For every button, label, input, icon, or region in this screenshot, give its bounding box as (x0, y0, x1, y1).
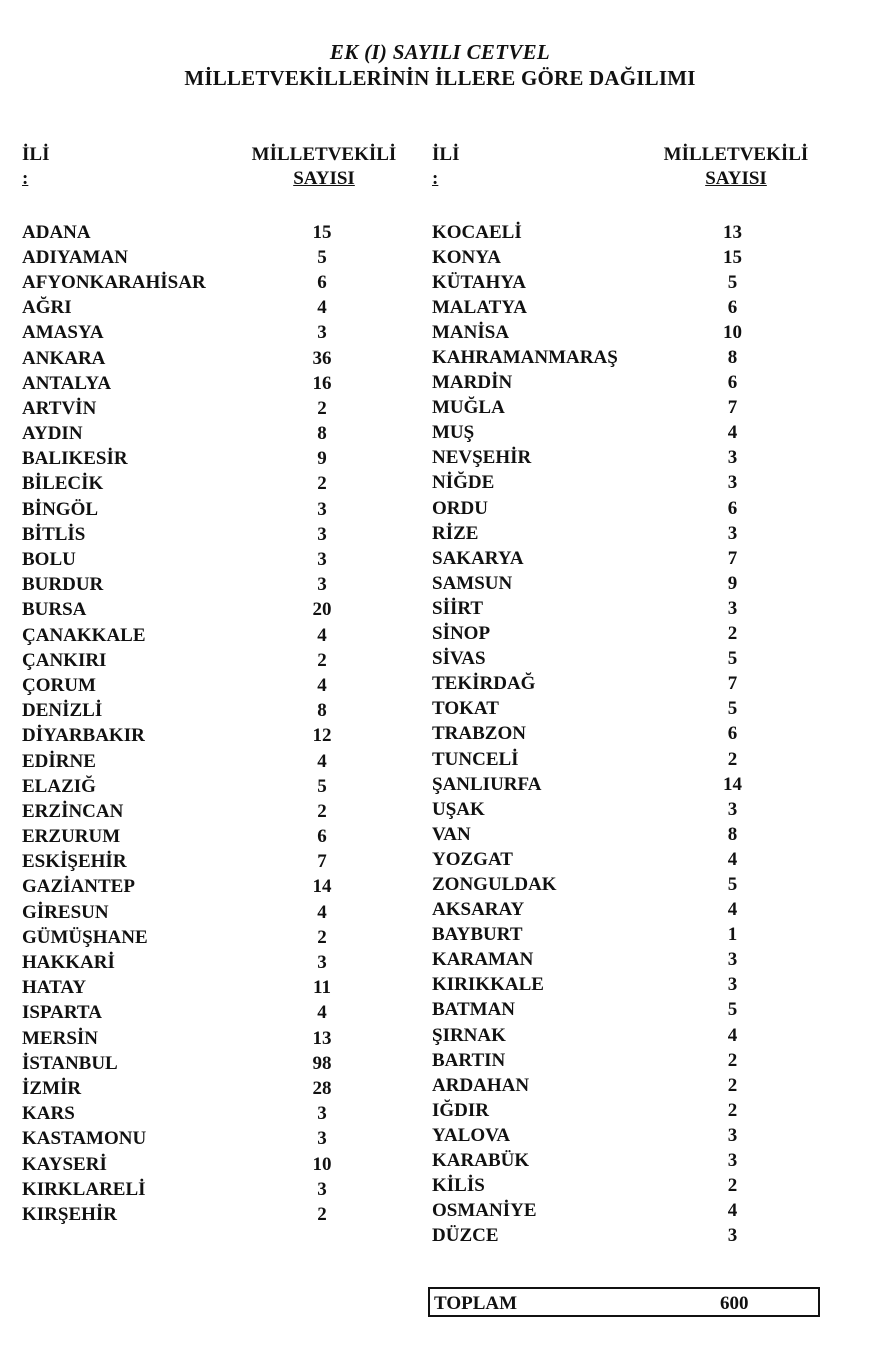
province-row (22, 976, 342, 1001)
province-row (432, 797, 752, 822)
deputy-count: 3 (727, 472, 738, 494)
deputy-count: 3 (727, 974, 738, 996)
deputy-count: 9 (727, 572, 738, 594)
province-row (432, 496, 752, 521)
count-header-line1: MİLLETVEKİLİ (663, 144, 809, 165)
province-name: KIRIKKALE (432, 974, 544, 996)
deputy-count: 4 (727, 848, 738, 870)
deputy-count: 4 (317, 750, 327, 772)
province-name: ISPARTA (22, 1002, 102, 1024)
province-name: BOLU (22, 549, 76, 571)
province-row (22, 699, 342, 724)
province-row (22, 270, 342, 295)
province-row (432, 1174, 752, 1199)
province-row (22, 396, 342, 421)
deputy-count: 6 (317, 271, 327, 293)
deputy-count: 2 (317, 800, 327, 822)
province-row (22, 547, 342, 572)
province-row (432, 772, 752, 797)
deputy-count: 7 (727, 673, 738, 695)
deputy-count: 3 (727, 1124, 738, 1146)
province-row (432, 847, 752, 872)
deputy-count: 2 (727, 1175, 738, 1197)
province-name: İSTANBUL (22, 1052, 118, 1074)
deputy-count: 6 (727, 497, 738, 519)
deputy-count: 15 (722, 246, 742, 268)
deputy-count: 5 (317, 246, 327, 268)
province-name: MANİSA (432, 321, 510, 343)
deputy-count: 4 (317, 901, 327, 923)
province-name: DİYARBAKIR (22, 725, 145, 747)
province-name: MUŞ (432, 422, 475, 444)
province-name: BATMAN (432, 999, 516, 1021)
deputy-count: 3 (317, 1178, 327, 1200)
province-name: KASTAMONU (22, 1128, 147, 1150)
province-name: ANKARA (22, 347, 106, 369)
province-row (22, 900, 342, 925)
deputy-count: 2 (727, 623, 738, 645)
count-header-line2: SAYISI (293, 168, 355, 189)
province-name: ANTALYA (22, 372, 112, 394)
province-row (22, 724, 342, 749)
province-name: MALATYA (432, 296, 528, 318)
province-row (432, 998, 752, 1023)
deputy-count: 3 (317, 523, 327, 545)
deputy-count: 8 (727, 347, 738, 369)
province-row (22, 245, 342, 270)
province-name: TRABZON (432, 723, 526, 745)
deputy-count: 3 (317, 1103, 327, 1125)
deputy-count: 98 (312, 1052, 332, 1074)
province-name: YOZGAT (432, 848, 513, 870)
province-row (22, 371, 342, 396)
province-row (432, 546, 752, 571)
province-name: KARABÜK (432, 1150, 530, 1172)
province-row (432, 596, 752, 621)
province-name: HAKKARİ (22, 952, 115, 974)
province-name: DÜZCE (432, 1225, 499, 1247)
province-row (432, 220, 752, 245)
deputy-count: 1 (727, 924, 738, 946)
province-list-left (22, 220, 342, 1228)
deputy-count: 5 (727, 999, 738, 1021)
province-row (22, 623, 342, 648)
province-name: RİZE (432, 522, 479, 544)
province-name: DENİZLİ (22, 700, 103, 722)
province-row (22, 1001, 342, 1026)
province-row (22, 1127, 342, 1152)
deputy-count: 7 (727, 397, 738, 419)
province-name: IĞDIR (432, 1099, 490, 1121)
document-title: EK (I) SAYILI CETVEL (329, 40, 551, 64)
deputy-count: 5 (727, 873, 738, 895)
province-row (432, 948, 752, 973)
province-row (22, 522, 342, 547)
province-name: BURDUR (22, 574, 104, 596)
province-name: ESKİŞEHİR (22, 851, 127, 873)
deputy-count: 28 (312, 1077, 332, 1099)
province-header-left (22, 144, 49, 190)
province-header-colon: : (432, 168, 439, 189)
deputy-count: 13 (312, 1027, 332, 1049)
deputy-count: 5 (727, 648, 738, 670)
province-name: HATAY (22, 977, 87, 999)
deputy-count: 4 (317, 1002, 327, 1024)
province-row (432, 697, 752, 722)
province-row (432, 1023, 752, 1048)
province-row (22, 296, 342, 321)
province-name: NEVŞEHİR (432, 447, 532, 469)
deputy-count: 2 (727, 1099, 738, 1121)
province-name: ÇANKIRI (22, 649, 107, 671)
deputy-count: 2 (727, 748, 738, 770)
deputy-count: 3 (317, 952, 327, 974)
document-subtitle: MİLLETVEKİLLERİNİN İLLERE GÖRE DAĞILIMI (184, 66, 696, 90)
deputy-count: 36 (312, 347, 332, 369)
deputy-count: 16 (312, 372, 332, 394)
province-name: BURSA (22, 599, 87, 621)
deputy-count: 7 (727, 547, 738, 569)
province-row (22, 321, 342, 346)
deputy-count: 6 (727, 372, 738, 394)
province-name: SAKARYA (432, 547, 524, 569)
count-header-left (244, 144, 404, 190)
province-row (432, 923, 752, 948)
province-row (432, 872, 752, 897)
province-name: KARAMAN (432, 949, 534, 971)
deputy-count: 11 (313, 977, 331, 999)
deputy-count: 4 (317, 297, 327, 319)
province-name: YALOVA (432, 1124, 511, 1146)
province-row (432, 1073, 752, 1098)
province-name: ŞANLIURFA (432, 773, 542, 795)
province-name: MERSİN (22, 1027, 99, 1049)
province-name: EDİRNE (22, 750, 96, 772)
province-name: VAN (432, 823, 471, 845)
deputy-count: 3 (727, 798, 738, 820)
province-name: SAMSUN (432, 572, 513, 594)
province-row (22, 925, 342, 950)
province-name: KİLİS (432, 1175, 485, 1197)
deputy-count: 2 (317, 397, 327, 419)
province-row (432, 622, 752, 647)
province-row (22, 472, 342, 497)
province-row (22, 648, 342, 673)
province-row (432, 571, 752, 596)
province-row (22, 950, 342, 975)
province-row (432, 973, 752, 998)
province-row (432, 1098, 752, 1123)
province-name: NİĞDE (432, 472, 495, 494)
province-row (22, 346, 342, 371)
deputy-count: 7 (317, 851, 327, 873)
total-label: TOPLAM (434, 1293, 518, 1314)
deputy-count: 6 (727, 296, 738, 318)
province-row (22, 1076, 342, 1101)
deputy-count: 3 (727, 1150, 738, 1172)
province-row (22, 673, 342, 698)
deputy-count: 3 (727, 447, 738, 469)
province-row (22, 749, 342, 774)
province-name: ADIYAMAN (22, 246, 128, 268)
deputy-count: 2 (727, 1074, 738, 1096)
province-row (432, 521, 752, 546)
province-row (22, 497, 342, 522)
deputy-count: 20 (312, 599, 332, 621)
province-row (432, 245, 752, 270)
province-row (432, 647, 752, 672)
province-name: SİVAS (432, 648, 486, 670)
deputy-count: 10 (312, 1153, 332, 1175)
deputy-count: 3 (727, 1225, 738, 1247)
province-row (432, 421, 752, 446)
province-name: KONYA (432, 246, 501, 268)
deputy-count: 3 (727, 522, 738, 544)
province-row (22, 774, 342, 799)
deputy-count: 2 (317, 926, 327, 948)
deputy-count: 2 (727, 1049, 738, 1071)
province-name: GİRESUN (22, 901, 109, 923)
province-row (432, 1148, 752, 1173)
deputy-count: 4 (317, 624, 327, 646)
province-row (22, 825, 342, 850)
province-row (432, 722, 752, 747)
province-name: GÜMÜŞHANE (22, 926, 148, 948)
province-header-label: İLİ (432, 144, 460, 165)
deputy-count: 4 (727, 422, 738, 444)
province-row (432, 471, 752, 496)
deputy-count: 9 (317, 448, 327, 470)
deputy-count: 4 (727, 1200, 738, 1222)
province-name: BAYBURT (432, 924, 523, 946)
province-name: SİNOP (432, 623, 491, 645)
province-name: KIRŞEHİR (22, 1203, 118, 1225)
province-name: BİTLİS (22, 523, 86, 545)
province-name: TOKAT (432, 698, 499, 720)
count-header-line2: SAYISI (705, 168, 767, 189)
province-row (432, 1224, 752, 1249)
deputy-count: 4 (317, 674, 327, 696)
deputy-count: 5 (727, 271, 738, 293)
deputy-count: 8 (317, 423, 327, 445)
deputy-count: 3 (317, 1128, 327, 1150)
province-row (432, 747, 752, 772)
province-name: AĞRI (22, 297, 72, 319)
province-row (22, 447, 342, 472)
province-name: AKSARAY (432, 899, 525, 921)
province-name: BİLECİK (22, 473, 104, 495)
province-row (432, 1123, 752, 1148)
province-name: İZMİR (22, 1077, 82, 1099)
province-name: ELAZIĞ (22, 775, 96, 797)
deputy-count: 3 (317, 498, 327, 520)
province-row (22, 875, 342, 900)
province-name: KAYSERİ (22, 1153, 107, 1175)
province-row (22, 598, 342, 623)
province-name: AFYONKARAHİSAR (22, 271, 206, 293)
deputy-count: 3 (317, 549, 327, 571)
province-row (432, 672, 752, 697)
deputy-count: 3 (727, 597, 738, 619)
province-row (432, 1048, 752, 1073)
province-row (432, 822, 752, 847)
province-name: OSMANİYE (432, 1200, 537, 1222)
count-header-right (656, 144, 816, 190)
deputy-count: 4 (727, 899, 738, 921)
deputy-count: 6 (727, 723, 738, 745)
province-name: ZONGULDAK (432, 873, 557, 895)
province-row (22, 1152, 342, 1177)
province-name: ARDAHAN (432, 1074, 530, 1096)
deputy-count: 4 (727, 1024, 738, 1046)
deputy-count: 12 (312, 725, 332, 747)
province-name: ARTVİN (22, 397, 97, 419)
deputy-count: 5 (727, 698, 738, 720)
province-header-right (432, 144, 459, 190)
province-name: BARTIN (432, 1049, 506, 1071)
deputy-count: 8 (727, 823, 738, 845)
province-row (22, 1051, 342, 1076)
count-header-line1: MİLLETVEKİLİ (251, 144, 397, 165)
deputy-count: 15 (312, 221, 332, 243)
province-row (432, 345, 752, 370)
province-name: MUĞLA (432, 397, 505, 419)
province-row (22, 220, 342, 245)
province-name: KARS (22, 1103, 75, 1125)
province-name: ÇANAKKALE (22, 624, 146, 646)
deputy-count: 5 (317, 775, 327, 797)
total-value: 600 (720, 1293, 749, 1314)
deputy-count: 2 (317, 1203, 327, 1225)
province-name: AMASYA (22, 322, 104, 344)
province-row (22, 1026, 342, 1051)
deputy-count: 14 (722, 773, 742, 795)
province-row (432, 371, 752, 396)
province-row (432, 270, 752, 295)
deputy-count: 2 (317, 649, 327, 671)
province-list-right (432, 220, 752, 1249)
province-row (432, 446, 752, 471)
province-row (22, 850, 342, 875)
province-name: ŞIRNAK (432, 1024, 506, 1046)
province-name: ADANA (22, 221, 91, 243)
deputy-count: 3 (317, 574, 327, 596)
province-row (22, 1177, 342, 1202)
deputy-count: 6 (317, 826, 327, 848)
total-box (428, 1287, 820, 1317)
province-name: KIRKLARELİ (22, 1178, 146, 1200)
province-row (432, 898, 752, 923)
province-name: ORDU (432, 497, 488, 519)
province-name: GAZİANTEP (22, 876, 135, 898)
province-row (22, 1102, 342, 1127)
province-name: BİNGÖL (22, 498, 99, 520)
province-header-colon: : (22, 168, 29, 189)
province-header-label: İLİ (22, 144, 50, 165)
province-row (22, 799, 342, 824)
deputy-count: 2 (317, 473, 327, 495)
province-row (432, 1199, 752, 1224)
deputy-count: 8 (317, 700, 327, 722)
province-row (22, 1202, 342, 1227)
province-name: AYDIN (22, 423, 83, 445)
deputy-count: 10 (722, 321, 742, 343)
province-name: UŞAK (432, 798, 485, 820)
province-row (432, 396, 752, 421)
province-name: KÜTAHYA (432, 271, 526, 293)
province-name: ERZİNCAN (22, 800, 124, 822)
deputy-count: 13 (722, 221, 742, 243)
province-name: BALIKESİR (22, 448, 128, 470)
province-name: MARDİN (432, 372, 513, 394)
deputy-count: 3 (727, 949, 738, 971)
province-row (22, 422, 342, 447)
province-name: TUNCELİ (432, 748, 519, 770)
province-row (22, 573, 342, 598)
deputy-count: 14 (312, 876, 332, 898)
province-row (432, 295, 752, 320)
province-name: KAHRAMANMARAŞ (432, 347, 618, 369)
province-name: TEKİRDAĞ (432, 673, 536, 695)
deputy-count: 3 (317, 322, 327, 344)
province-name: KOCAELİ (432, 221, 522, 243)
province-name: ERZURUM (22, 826, 121, 848)
province-name: ÇORUM (22, 674, 96, 696)
province-name: SİİRT (432, 597, 484, 619)
province-row (432, 320, 752, 345)
